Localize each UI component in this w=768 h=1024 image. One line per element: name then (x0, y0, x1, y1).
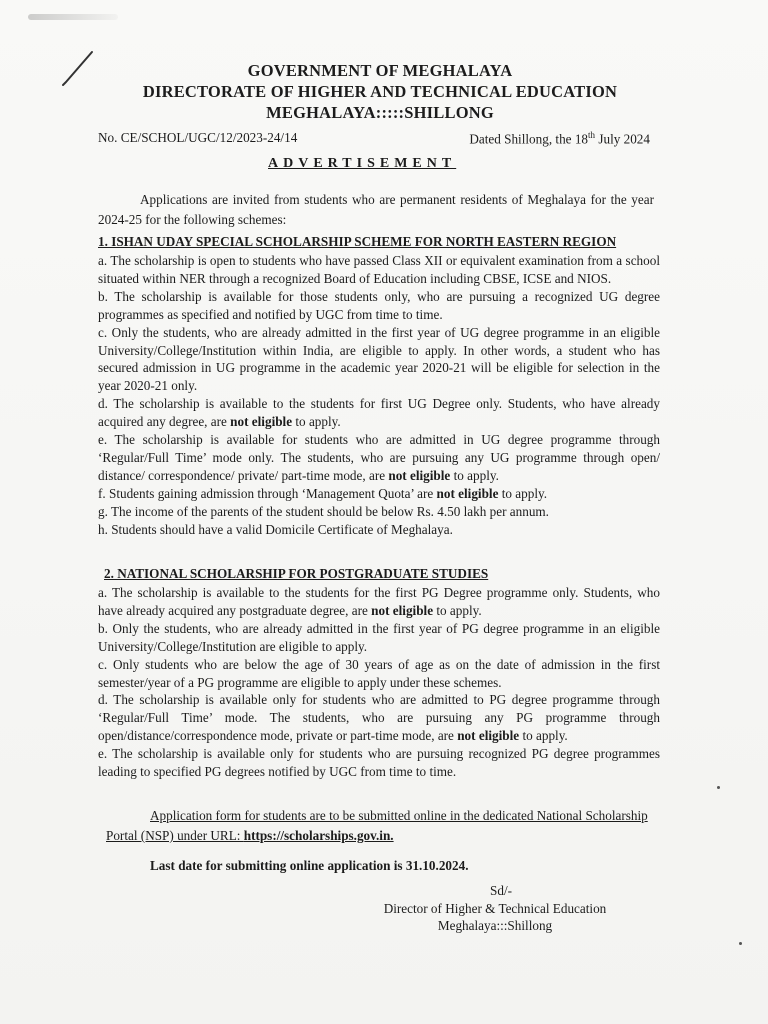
signature-designation: Director of Higher & Technical Education (383, 900, 607, 916)
section1-item-f: f. Students gaining admission through ‘Management Quota’ are not eligible to apply. (98, 485, 548, 501)
scan-edge-mark (28, 14, 118, 20)
section1-item-b: b. The scholarship is available for those students only, who are pursuing a recognized UG degree programmes as specified and notified by UGC from time to time. (98, 288, 660, 322)
section2-item-c: c. Only students who are below the age of 30 years of age as on the date of admission in the first semester/year of a PG programme are eligible to apply under these schemes. (98, 656, 660, 690)
signature-place: Meghalaya:::Shillong (437, 918, 553, 933)
letterhead-line-location: MEGHALAYA:::::SHILLONG (266, 103, 494, 122)
section1-item-a: a. The scholarship is open to students who have passed Class XII or equivalent examination from a school situated within NER through a recognized Board of Education including CBSE, ICSE and NIOS. (98, 253, 660, 286)
signature-block (370, 882, 620, 935)
pen-stroke-mark (58, 48, 98, 88)
letterhead (120, 60, 640, 123)
scan-dot (739, 942, 742, 945)
section2-items (98, 584, 660, 781)
last-date-notice: Last date for submitting online application is 31.10.2024. (150, 858, 469, 873)
reference-date: Dated Shillong, the 18th July 2024 (469, 130, 650, 147)
section1-item-e: e. The scholarship is available for students who are admitted in UG degree programme through ‘Regular/Full Time’ mode only. The students, who are pursuing any UG programme through open/ distance/ correspondence/ private/ part-time mode, are not eligible to apply. (98, 432, 660, 483)
section2-item-e: e. The scholarship is available only for students who are pursuing recognized PG degree programmes leading to specified PG degrees notified by UGC from time to time. (98, 746, 660, 780)
section1-item-c: c. Only the students, who are already admitted in the first year of UG degree programme in an eligible University/College/Institution within India, are eligible to apply. In other words, a student who has secured admission in UG programme in the academic year 2020-21 will be eligible for selection in the year 2020-21 only. (98, 324, 660, 394)
section1-item-h: h. Students should have a valid Domicile Certificate of Meghalaya. (98, 521, 453, 537)
letterhead-line-directorate: DIRECTORATE OF HIGHER AND TECHNICAL EDUCATION (142, 82, 618, 101)
application-note: Application form for students are to be submitted online in the dedicated National Scholarship Portal (NSP) under URL: https://scholarships.gov.in. (106, 808, 648, 843)
section2-item-a: a. The scholarship is available to the students for the first PG Degree programme only. Students, who have already acquired any postgraduate degree, are not eligible to apply. (98, 585, 660, 618)
reference-line (98, 130, 650, 147)
section2-item-d: d. The scholarship is available only for students who are admitted to PG degree programme through ‘Regular/Full Time’ mode. The students, who are pursuing any PG programme through open/distance/correspondence mode, private or part-time mode, are not eligible to apply. (98, 692, 660, 744)
section2-item-b: b. Only the students, who are already admitted in the first year of PG degree programme in an eligible University/College/Institution are eligible to apply. (98, 620, 660, 654)
scan-dot (717, 786, 720, 789)
section1-items (98, 252, 660, 539)
section1-item-g: g. The income of the parents of the student should be below Rs. 4.50 lakh per annum. (98, 503, 549, 519)
section1-heading: 1. ISHAN UDAY SPECIAL SCHOLARSHIP SCHEME FOR NORTH EASTERN REGION (98, 234, 617, 249)
section2-heading: 2. NATIONAL SCHOLARSHIP FOR POSTGRADUATE STUDIES (104, 566, 489, 581)
intro-paragraph: Applications are invited from students who are permanent residents of Meghalaya for the year 2024-25 for the following schemes: (98, 192, 654, 227)
reference-number: No. CE/SCHOL/UGC/12/2023-24/14 (98, 130, 298, 145)
signature-sd: Sd/- (490, 883, 512, 898)
section1-item-d: d. The scholarship is available to the students for first UG Degree only. Students, who have already acquired any degree, are not eligible to apply. (98, 396, 660, 430)
nsp-portal-link[interactable]: https://scholarships.gov.in. (243, 828, 394, 843)
advertisement-title: ADVERTISEMENT (268, 156, 457, 171)
letterhead-line-government: GOVERNMENT OF MEGHALAYA (247, 61, 513, 80)
